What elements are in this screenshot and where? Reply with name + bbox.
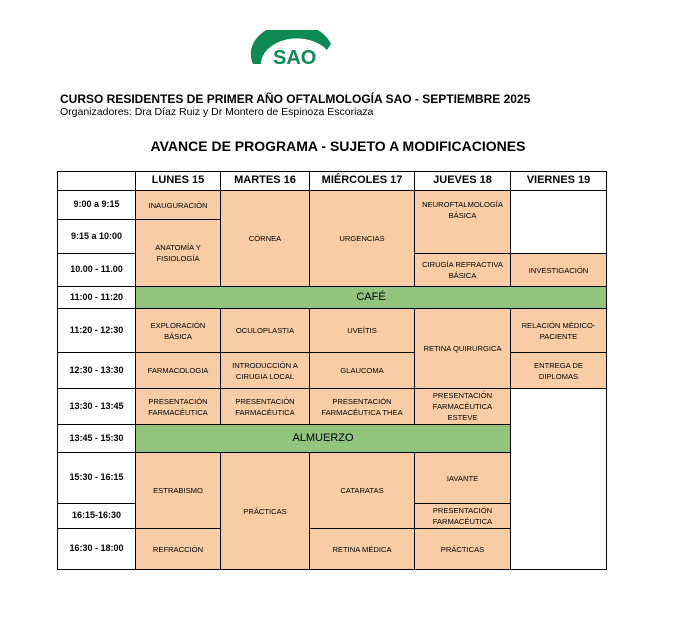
session-cell: URGENCIAS (309, 190, 415, 287)
time-slot: 11:00 - 11:20 (57, 286, 136, 309)
sao-logo-text: SAO (273, 47, 317, 66)
lunch-break: ALMUERZO (135, 424, 511, 453)
day-header-jueves: JUEVES 18 (414, 171, 511, 191)
time-slot: 10.00 - 11.00 (57, 253, 136, 287)
time-slot: 16:15-16:30 (57, 503, 136, 529)
session-cell: GLAUCOMA (309, 352, 415, 389)
session-cell: ESTRABISMO (135, 452, 221, 529)
day-header-viernes: VIERNES 19 (510, 171, 607, 191)
session-cell: CATARATAS (309, 452, 415, 529)
session-cell: INTRODUCCIÓN A CIRUGIA LOCAL (220, 352, 310, 389)
session-cell: UVEÍTIS (309, 308, 415, 353)
session-cell: INVESTIGACIÓN (510, 253, 607, 287)
time-slot: 13:30 - 13:45 (57, 388, 136, 425)
sao-logo (247, 30, 337, 66)
time-slot: 9:00 a 9:15 (57, 190, 136, 220)
session-cell: CÓRNEA (220, 190, 310, 287)
time-slot: 11:20 - 12:30 (57, 308, 136, 353)
course-title: CURSO RESIDENTES DE PRIMER AÑO OFTALMOLOGÍA SAO - SEPTIEMBRE 2025 (60, 92, 531, 106)
program-title: AVANCE DE PROGRAMA - SUJETO A MODIFICACIONES (150, 138, 526, 154)
session-cell: PRESENTACIÓN FARMACÉUTICA THEA (309, 388, 415, 425)
session-cell: PRESENTACIÓN FARMACÉUTICA (135, 388, 221, 425)
session-cell: FARMACOLOGIA (135, 352, 221, 389)
session-cell: CIRUGÍA REFRACTIVA BÁSICA (414, 253, 511, 287)
session-cell: PRÁCTICAS (414, 528, 511, 570)
empty-cell (510, 388, 607, 570)
time-slot: 12:30 - 13:30 (57, 352, 136, 389)
session-cell: RETINA QUIRURGICA (414, 308, 511, 389)
organizers: Organizadores: Dra Díaz Ruiz y Dr Montero de Espinoza Escoriaza (60, 106, 374, 118)
time-slot: 16:30 - 18:00 (57, 528, 136, 570)
session-cell: ANATOMÍA Y FISIOLOGÍA (135, 219, 221, 287)
session-cell: PRÁCTICAS (220, 452, 310, 570)
time-slot: 9:15 a 10:00 (57, 219, 136, 254)
session-cell: IAVANTE (414, 452, 511, 504)
day-header-lunes: LUNES 15 (135, 171, 221, 191)
session-cell: PRESENTACIÓN FARMACÉUTICA ESTEVE (414, 388, 511, 425)
session-cell: ENTREGA DE DIPLOMAS (510, 352, 607, 389)
session-cell: RETINA MÉDICA (309, 528, 415, 570)
session-cell: REFRACCIÓN (135, 528, 221, 570)
session-cell: PRESENTACIÓN FARMACÉUTICA (220, 388, 310, 425)
session-cell: INAUGURACIÓN (135, 190, 221, 220)
schedule-table (57, 171, 607, 570)
day-header-martes: MARTES 16 (220, 171, 310, 191)
session-cell: RELACIÓN MÉDICO-PACIENTE (510, 308, 607, 353)
session-cell: PRESENTACIÓN FARMACÉUTICA (414, 503, 511, 529)
session-cell: EXPLORACIÓN BÁSICA (135, 308, 221, 353)
empty-cell (510, 190, 607, 254)
corner-cell (57, 171, 136, 191)
session-cell: OCULOPLASTIA (220, 308, 310, 353)
time-slot: 15:30 - 16:15 (57, 452, 136, 504)
coffee-break: CAFÉ (135, 286, 607, 309)
time-slot: 13:45 - 15:30 (57, 424, 136, 453)
session-cell: NEUROFTALMOLOGÍA BÁSICA (414, 190, 511, 254)
day-header-miercoles: MIÉRCOLES 17 (309, 171, 415, 191)
